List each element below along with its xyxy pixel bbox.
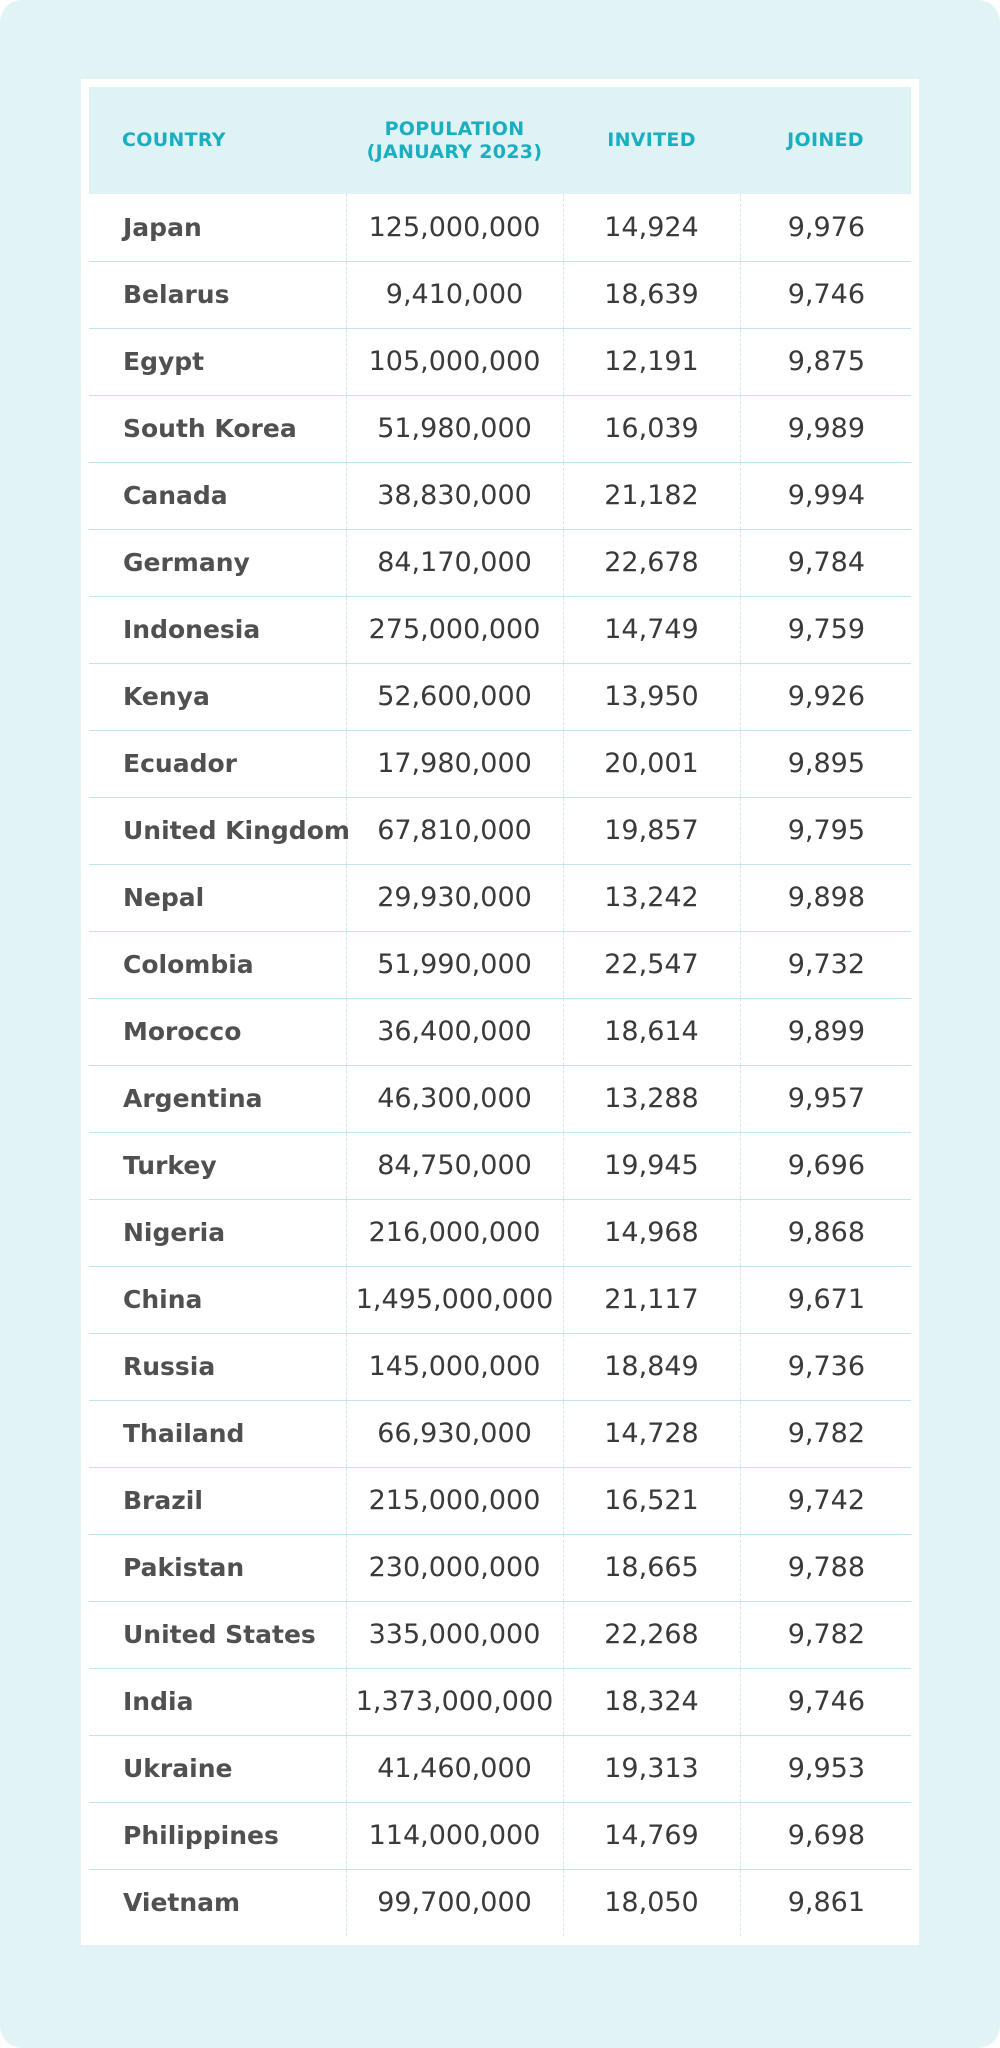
table-row <box>89 1132 911 1199</box>
joined-cell: 9,895 <box>740 730 911 797</box>
country-cell: India <box>89 1668 346 1735</box>
invited-cell: 20,001 <box>563 730 740 797</box>
table-row <box>89 596 911 663</box>
joined-cell: 9,989 <box>740 395 911 462</box>
header-population <box>346 87 563 194</box>
invited-cell: 21,182 <box>563 462 740 529</box>
country-stats-table <box>89 87 911 1936</box>
table-row <box>89 864 911 931</box>
population-cell: 17,980,000 <box>346 730 563 797</box>
invited-cell: 13,242 <box>563 864 740 931</box>
country-cell: Colombia <box>89 931 346 998</box>
joined-cell: 9,899 <box>740 998 911 1065</box>
table-row <box>89 1802 911 1869</box>
header-population-line1: POPULATION <box>384 117 525 140</box>
table-row <box>89 730 911 797</box>
table-row <box>89 261 911 328</box>
population-cell: 275,000,000 <box>346 596 563 663</box>
population-cell: 51,980,000 <box>346 395 563 462</box>
table-row <box>89 1333 911 1400</box>
header-joined: JOINED <box>787 129 864 151</box>
invited-cell: 19,945 <box>563 1132 740 1199</box>
joined-cell: 9,696 <box>740 1132 911 1199</box>
country-cell: Ecuador <box>89 730 346 797</box>
country-cell: Brazil <box>89 1467 346 1534</box>
table-row <box>89 663 911 730</box>
invited-cell: 19,857 <box>563 797 740 864</box>
country-cell: Argentina <box>89 1065 346 1132</box>
country-cell: Japan <box>89 194 346 261</box>
joined-cell: 9,784 <box>740 529 911 596</box>
population-cell: 145,000,000 <box>346 1333 563 1400</box>
invited-cell: 18,324 <box>563 1668 740 1735</box>
table-row <box>89 1065 911 1132</box>
header-country: COUNTRY <box>122 129 226 151</box>
population-cell: 66,930,000 <box>346 1400 563 1467</box>
invited-cell: 14,968 <box>563 1199 740 1266</box>
invited-cell: 13,950 <box>563 663 740 730</box>
joined-cell: 9,746 <box>740 261 911 328</box>
population-cell: 105,000,000 <box>346 328 563 395</box>
country-cell: Russia <box>89 1333 346 1400</box>
population-cell: 38,830,000 <box>346 462 563 529</box>
invited-cell: 13,288 <box>563 1065 740 1132</box>
invited-cell: 22,268 <box>563 1601 740 1668</box>
invited-cell: 14,728 <box>563 1400 740 1467</box>
table-row <box>89 797 911 864</box>
country-cell: Germany <box>89 529 346 596</box>
country-cell: Egypt <box>89 328 346 395</box>
country-cell: South Korea <box>89 395 346 462</box>
table-row <box>89 529 911 596</box>
population-cell: 52,600,000 <box>346 663 563 730</box>
population-cell: 36,400,000 <box>346 998 563 1065</box>
invited-cell: 18,849 <box>563 1333 740 1400</box>
population-cell: 216,000,000 <box>346 1199 563 1266</box>
invited-cell: 14,749 <box>563 596 740 663</box>
invited-cell: 21,117 <box>563 1266 740 1333</box>
country-cell: Canada <box>89 462 346 529</box>
table-row <box>89 1400 911 1467</box>
table-row <box>89 1735 911 1802</box>
table-row <box>89 1534 911 1601</box>
population-cell: 46,300,000 <box>346 1065 563 1132</box>
joined-cell: 9,868 <box>740 1199 911 1266</box>
country-cell: United States <box>89 1601 346 1668</box>
joined-cell: 9,976 <box>740 194 911 261</box>
joined-cell: 9,759 <box>740 596 911 663</box>
joined-cell: 9,898 <box>740 864 911 931</box>
joined-cell: 9,861 <box>740 1869 911 1936</box>
country-cell: Turkey <box>89 1132 346 1199</box>
invited-cell: 18,050 <box>563 1869 740 1936</box>
table-row <box>89 1266 911 1333</box>
joined-cell: 9,957 <box>740 1065 911 1132</box>
joined-cell: 9,698 <box>740 1802 911 1869</box>
table-row <box>89 194 911 261</box>
invited-cell: 16,521 <box>563 1467 740 1534</box>
header-invited: INVITED <box>607 129 696 151</box>
joined-cell: 9,746 <box>740 1668 911 1735</box>
population-cell: 9,410,000 <box>346 261 563 328</box>
joined-cell: 9,782 <box>740 1400 911 1467</box>
joined-cell: 9,782 <box>740 1601 911 1668</box>
country-cell: Morocco <box>89 998 346 1065</box>
country-cell: Belarus <box>89 261 346 328</box>
invited-cell: 12,191 <box>563 328 740 395</box>
population-cell: 215,000,000 <box>346 1467 563 1534</box>
table-row <box>89 1199 911 1266</box>
invited-cell: 18,614 <box>563 998 740 1065</box>
table-row <box>89 395 911 462</box>
header-row <box>89 87 911 194</box>
country-cell: Ukraine <box>89 1735 346 1802</box>
population-cell: 99,700,000 <box>346 1869 563 1936</box>
country-cell: Nigeria <box>89 1199 346 1266</box>
population-cell: 51,990,000 <box>346 931 563 998</box>
table-body <box>89 194 911 1936</box>
table-header <box>89 87 911 194</box>
population-cell: 230,000,000 <box>346 1534 563 1601</box>
joined-cell: 9,795 <box>740 797 911 864</box>
joined-cell: 9,926 <box>740 663 911 730</box>
joined-cell: 9,953 <box>740 1735 911 1802</box>
invited-cell: 18,639 <box>563 261 740 328</box>
invited-cell: 22,547 <box>563 931 740 998</box>
population-cell: 67,810,000 <box>346 797 563 864</box>
population-cell: 335,000,000 <box>346 1601 563 1668</box>
country-cell: Kenya <box>89 663 346 730</box>
population-cell: 41,460,000 <box>346 1735 563 1802</box>
country-cell: Pakistan <box>89 1534 346 1601</box>
invited-cell: 16,039 <box>563 395 740 462</box>
population-cell: 1,373,000,000 <box>346 1668 563 1735</box>
invited-cell: 14,924 <box>563 194 740 261</box>
country-cell: Philippines <box>89 1802 346 1869</box>
table-row <box>89 1467 911 1534</box>
invited-cell: 14,769 <box>563 1802 740 1869</box>
joined-cell: 9,875 <box>740 328 911 395</box>
country-cell: China <box>89 1266 346 1333</box>
joined-cell: 9,732 <box>740 931 911 998</box>
table-row <box>89 1668 911 1735</box>
country-cell: Vietnam <box>123 1888 241 1918</box>
joined-cell: 9,788 <box>740 1534 911 1601</box>
population-cell: 84,170,000 <box>346 529 563 596</box>
country-cell: Indonesia <box>89 596 346 663</box>
invited-cell: 18,665 <box>563 1534 740 1601</box>
table-row <box>89 462 911 529</box>
population-cell: 114,000,000 <box>346 1802 563 1869</box>
population-cell: 84,750,000 <box>346 1132 563 1199</box>
country-cell: United Kingdom <box>89 797 346 864</box>
population-cell: 125,000,000 <box>346 194 563 261</box>
invited-cell: 19,313 <box>563 1735 740 1802</box>
header-population-line2: (JANUARY 2023) <box>366 140 543 163</box>
joined-cell: 9,671 <box>740 1266 911 1333</box>
joined-cell: 9,742 <box>740 1467 911 1534</box>
joined-cell: 9,736 <box>740 1333 911 1400</box>
table-row <box>89 1601 911 1668</box>
country-cell: Thailand <box>89 1400 346 1467</box>
population-cell: 1,495,000,000 <box>346 1266 563 1333</box>
table-row <box>89 328 911 395</box>
table-row <box>89 998 911 1065</box>
table-row <box>89 931 911 998</box>
table-card <box>81 79 919 1945</box>
joined-cell: 9,994 <box>740 462 911 529</box>
invited-cell: 22,678 <box>563 529 740 596</box>
population-cell: 29,930,000 <box>346 864 563 931</box>
table-row <box>89 1869 911 1936</box>
country-cell: Nepal <box>89 864 346 931</box>
